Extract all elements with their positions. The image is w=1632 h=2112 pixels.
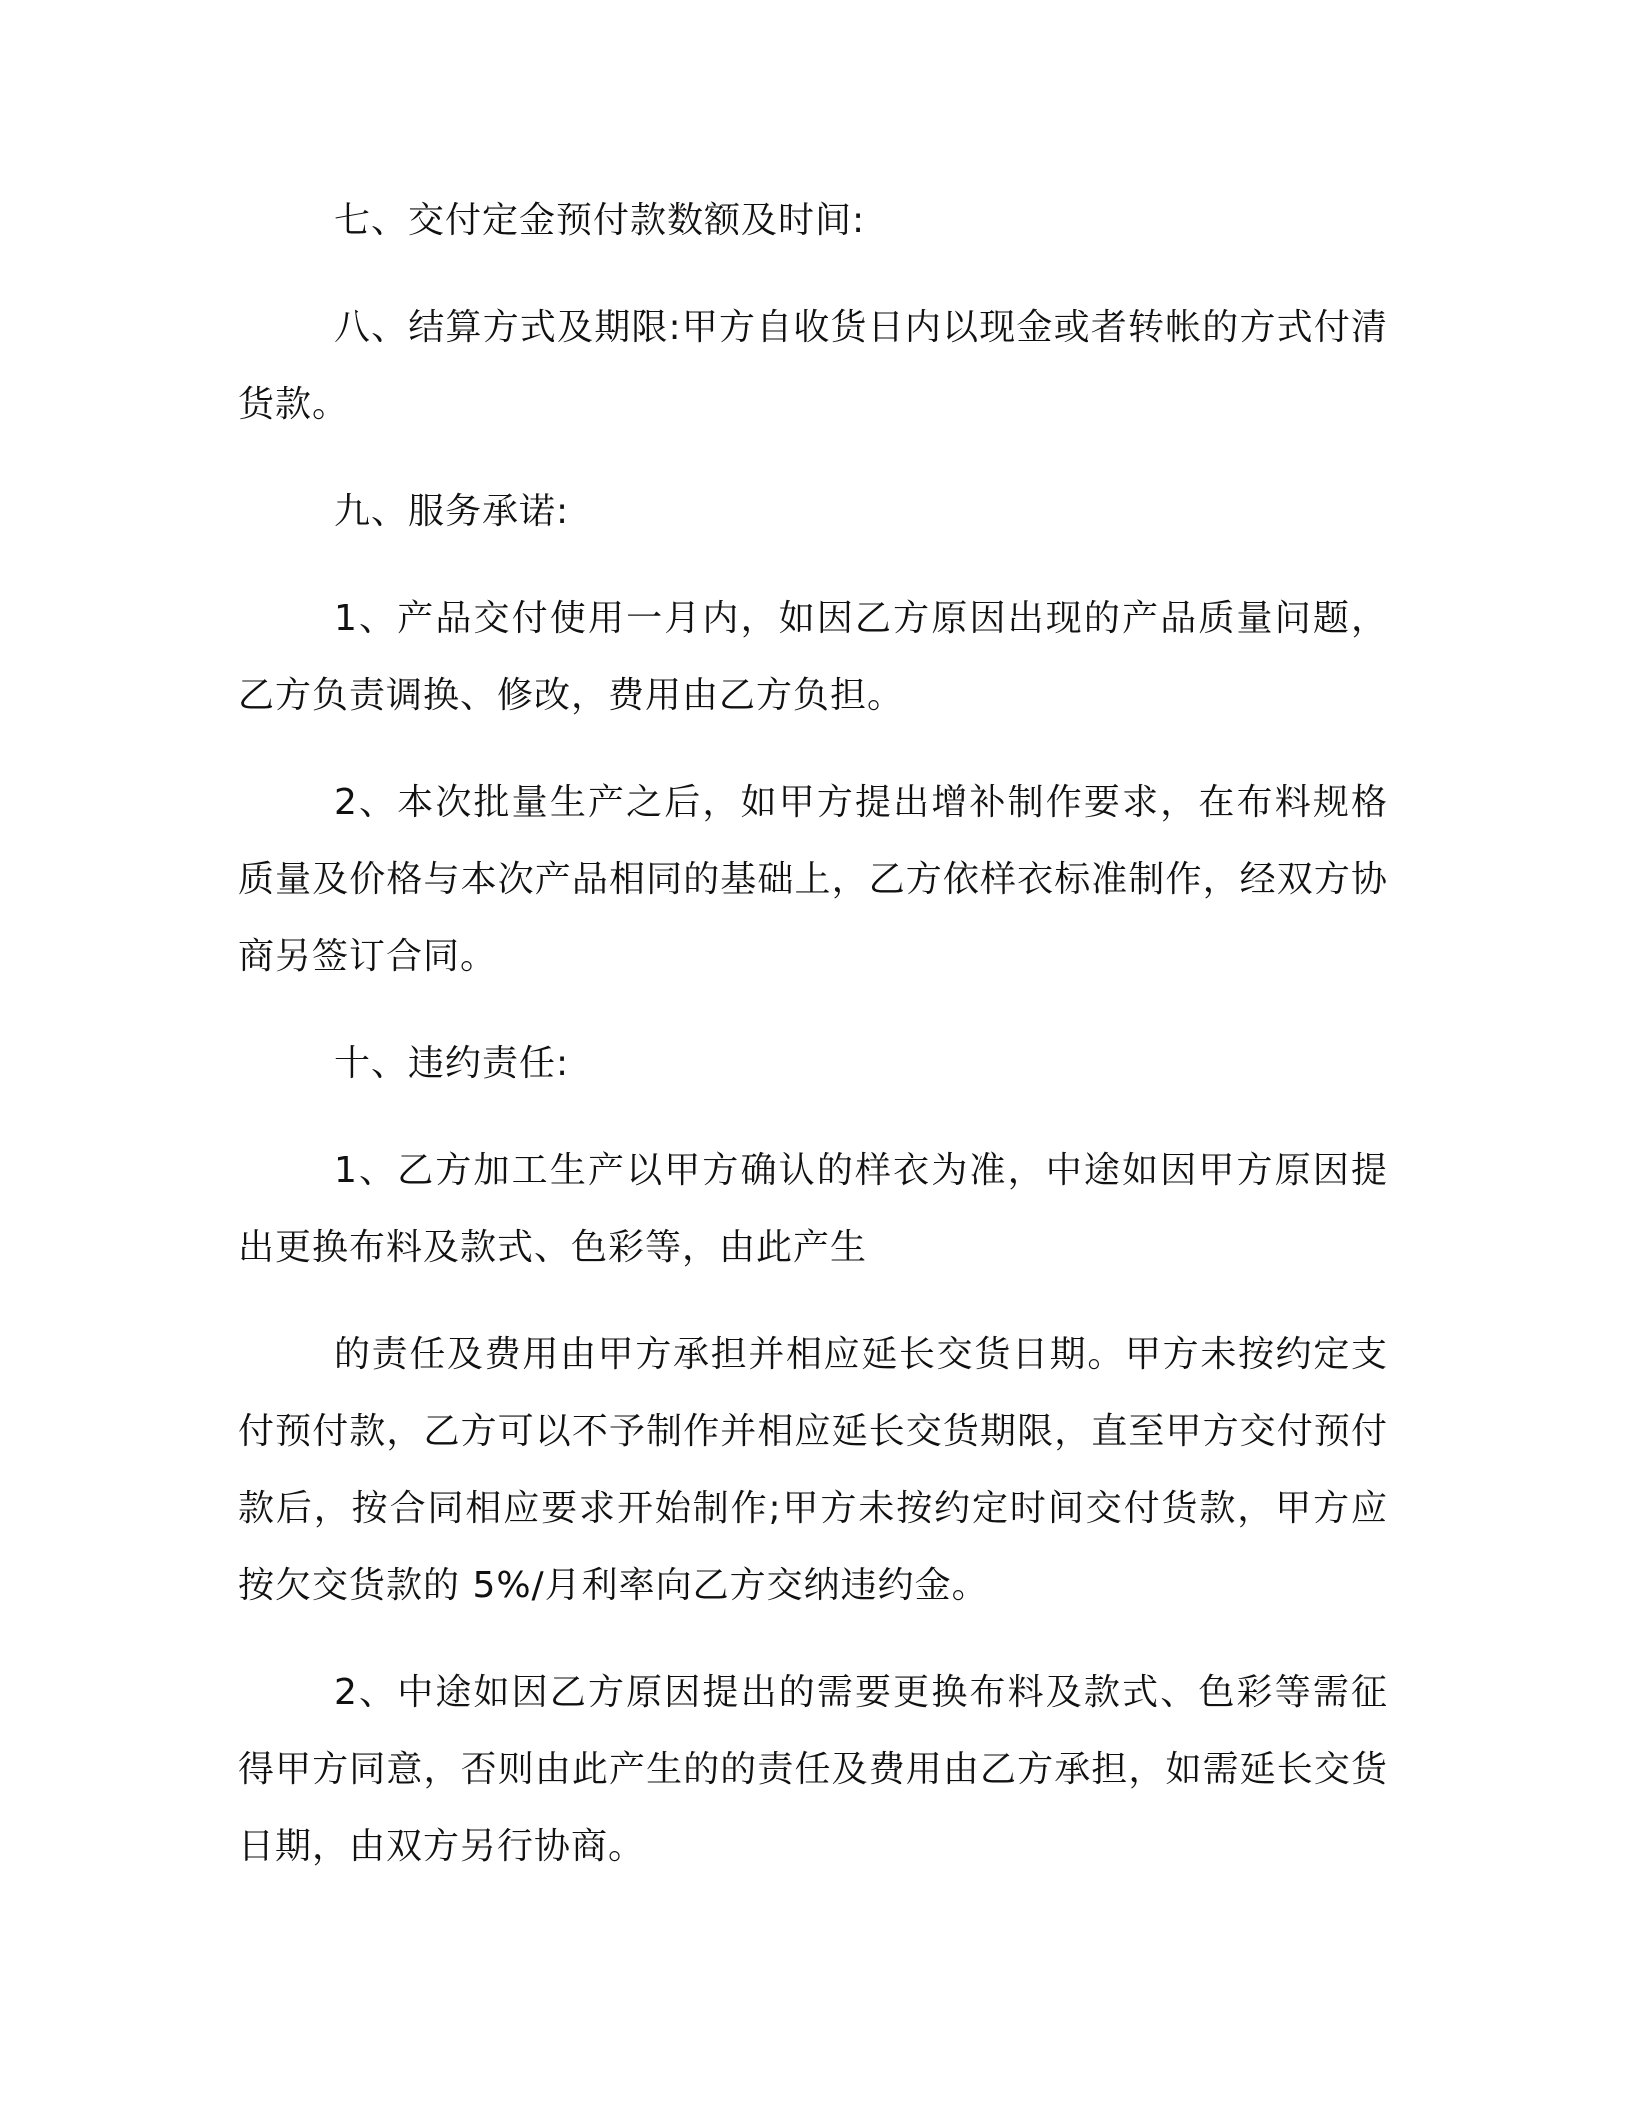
clause-10-item-1: 1、乙方加工生产以甲方确认的样衣为准，中途如因甲方原因提出更换布料及款式、色彩等，由此产生 <box>238 1150 1388 1268</box>
clause-10-item-2: 2、中途如因乙方原因提出的需要更换布料及款式、色彩等需征得甲方同意，否则由此产生的的责任及费用由乙方承担，如需延长交货日期，由双方另行协商。 <box>238 1672 1388 1867</box>
clause-7-deposit: 七、交付定金预付款数额及时间: <box>334 200 866 241</box>
clause-9-item-1: 1、产品交付使用一月内，如因乙方原因出现的产品质量问题，乙方负责调换、修改，费用由乙方负担。 <box>238 598 1388 716</box>
document-body <box>238 182 1388 1885</box>
clause-9-service-heading: 九、服务承诺: <box>334 491 570 532</box>
clause-9-item-2: 2、本次批量生产之后，如甲方提出增补制作要求，在布料规格质量及价格与本次产品相同的基础上，乙方依样衣标准制作，经双方协商另签订合同。 <box>238 782 1388 977</box>
clause-10-item-1-continued: 的责任及费用由甲方承担并相应延长交货日期。甲方未按约定支付预付款，乙方可以不予制作并相应延长交货期限，直至甲方交付预付款后，按合同相应要求开始制作;甲方未按约定时间交付货款，甲方应按欠交货款的 5%/月利率向乙方交纳违约金。 <box>238 1334 1388 1606</box>
clause-8-settlement: 八、结算方式及期限:甲方自收货日内以现金或者转帐的方式付清货款。 <box>238 307 1388 425</box>
clause-10-liability-heading: 十、违约责任: <box>334 1043 570 1084</box>
